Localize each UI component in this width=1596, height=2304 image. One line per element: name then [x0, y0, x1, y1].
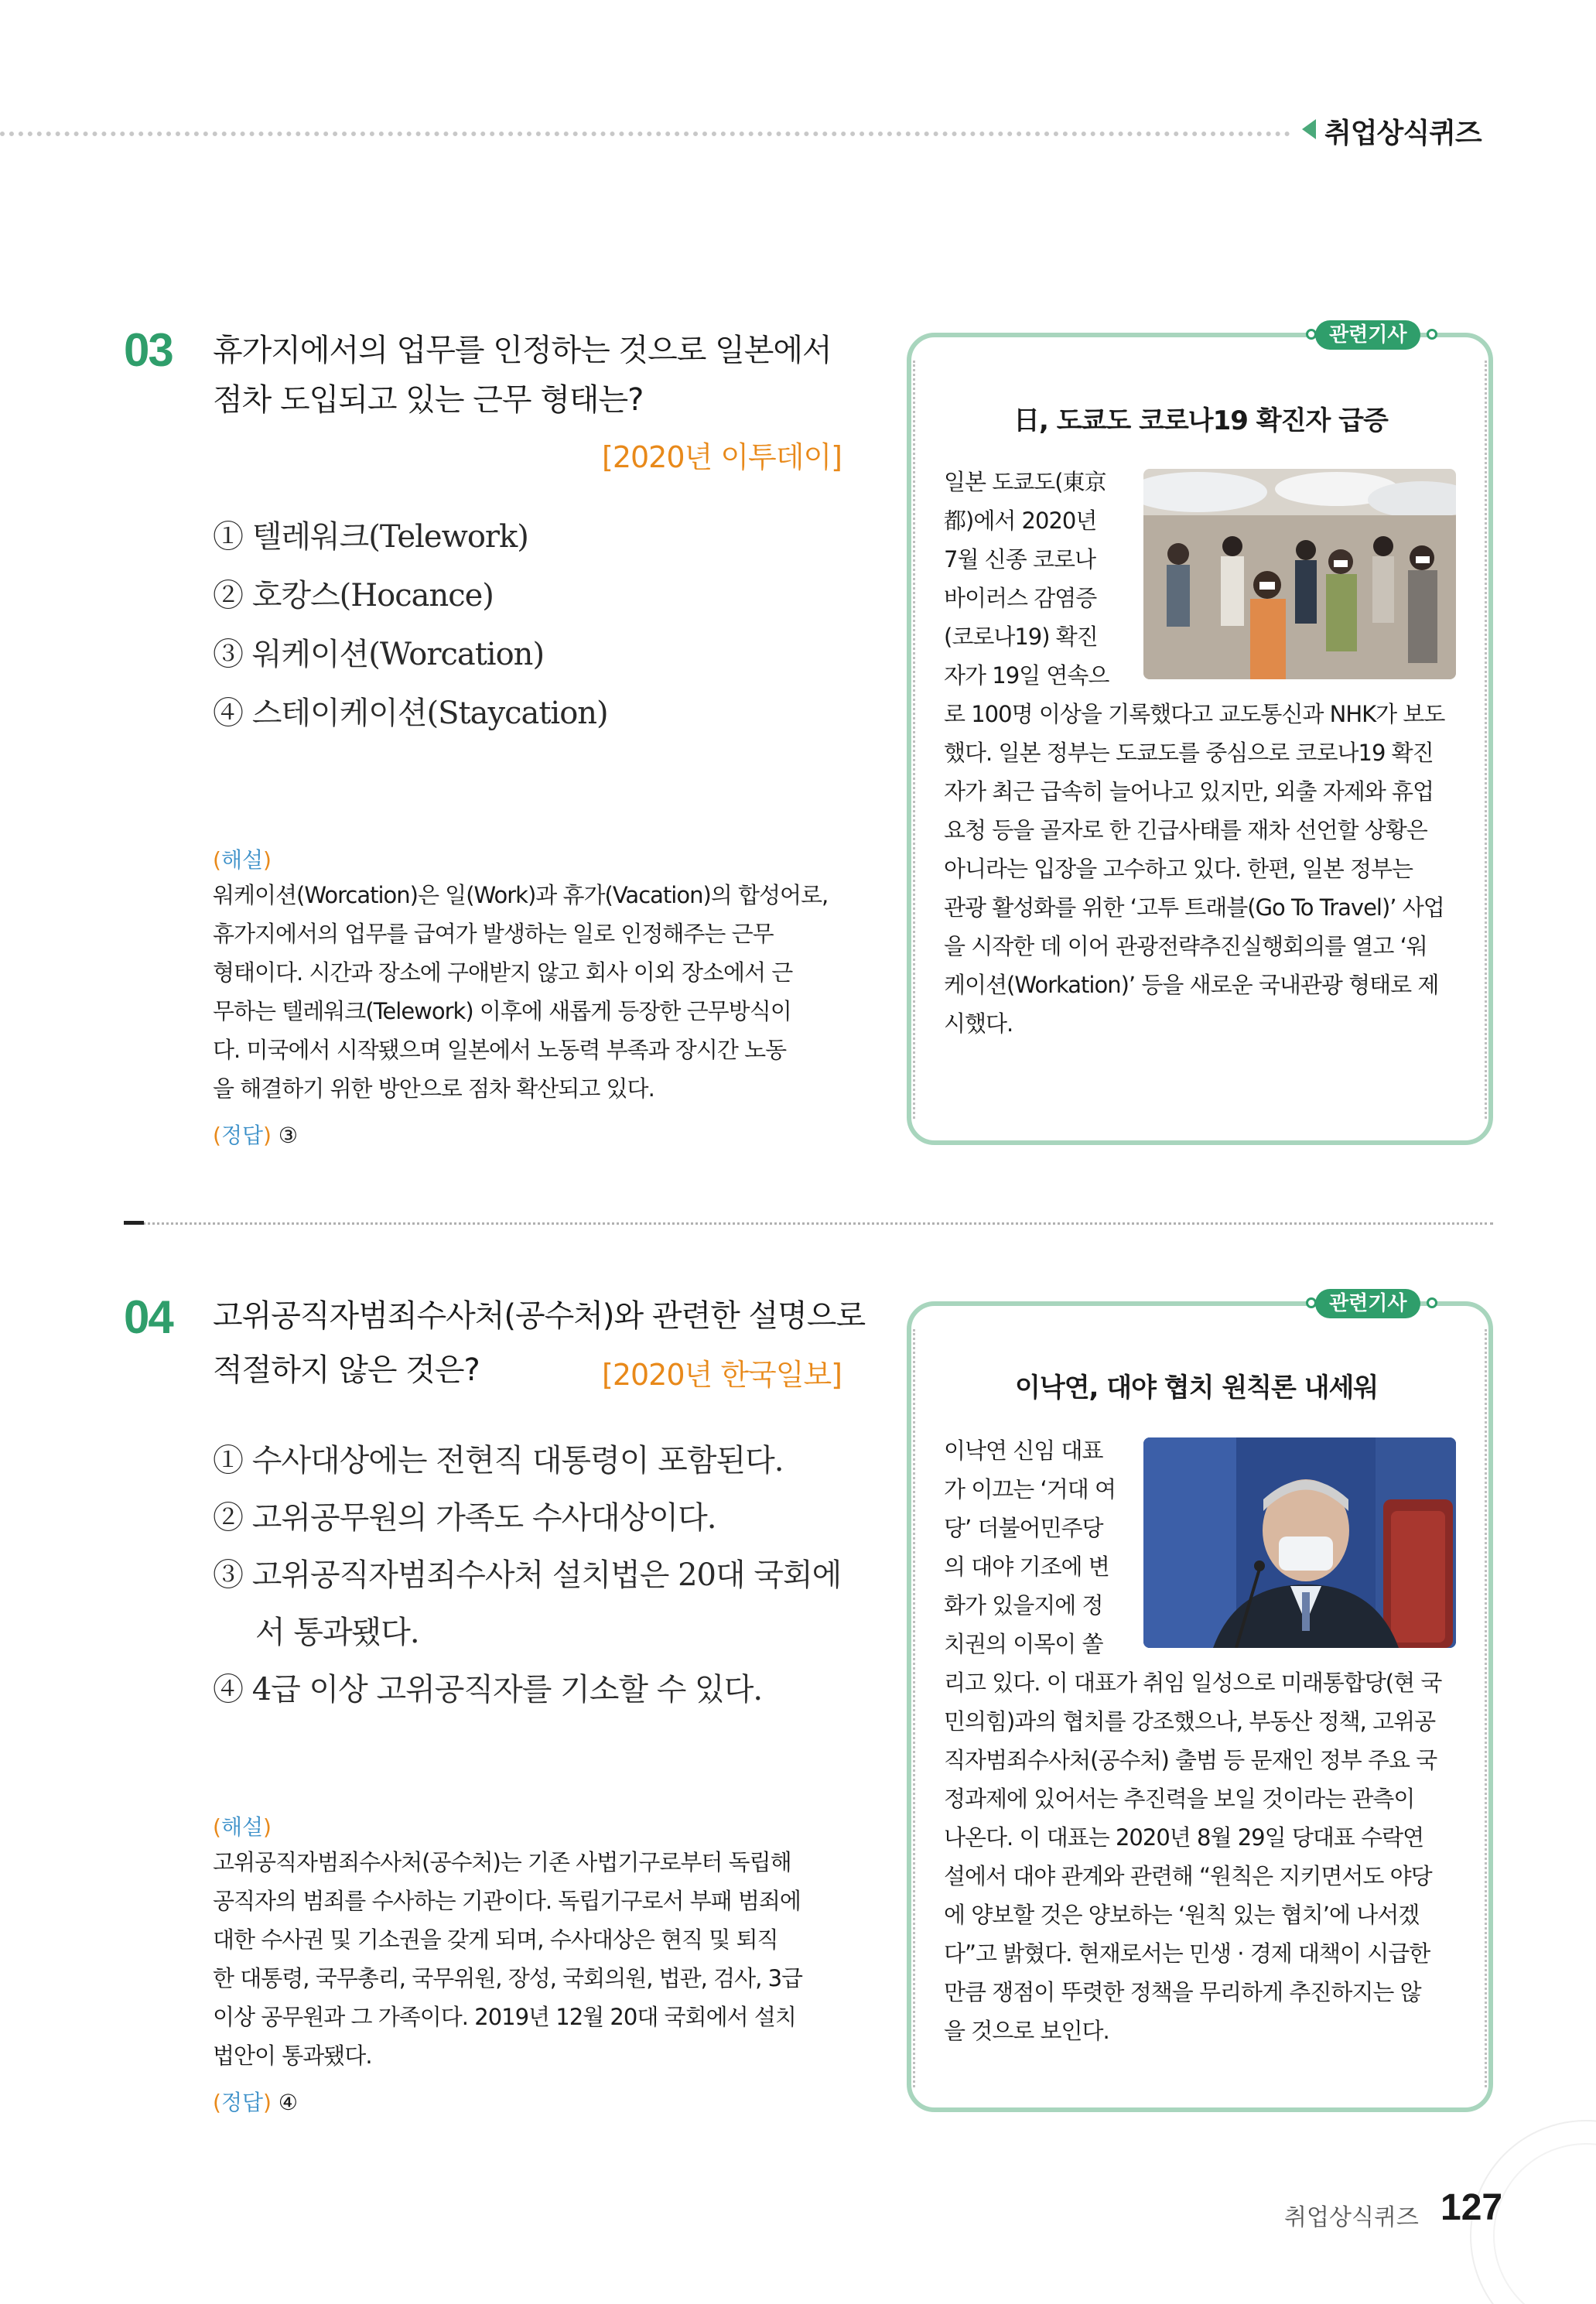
page-number: 127	[1441, 2187, 1503, 2228]
question-text-line2: 적절하지 않은 것은?	[213, 1352, 480, 1388]
header-dotted-line	[0, 132, 1290, 136]
explanation-text: 워케이션(Worcation)은 일(Work)과 휴가(Vacation)의 합성어로, 휴가지에서의 업무를 급여가 발생하는 일로 인정해주는 근무 형태이다. 시간과 장소에 구애받지 않고 회사 이외 장소에서 근 무하는 텔레워크(Telework) 이후에 새롭게 등장한 근무방식이 다. 미국에서 시작됐으며 일본에서 노동력 부족과 장시간 노동 을 해결하기 위한 방안으로 점차 확산되고 있다.	[213, 882, 829, 1102]
question-text-line1: 고위공직자범죄수사처(공수처)와 관련한 설명으로	[213, 1298, 866, 1334]
answer-value: ③	[278, 1123, 298, 1148]
choice-3-cont: 서 통과됐다.	[255, 1615, 419, 1650]
crowd-photo-icon	[1143, 469, 1456, 679]
article-body-text: 로 100명 이상을 기록했다고 교도통신과 NHK가 보도 했다. 일본 정부는 도쿄도를 중심으로 코로나19 확진 자가 최근 급속히 늘어나고 있지만, 외출 자제와 휴업 요청 등을 골자로 한 긴급사태를 재차 선언할 상황은 아니라는 입장을 고수하고 있다. 한편, 일본 정부는 관광 활성화를 위한 ‘고투 트래블(Go To Travel)’ 사업 을 시작한 데 이어 관광전략추진실행회의를 열고 ‘워 케이션(Workation)’ 등을 새로운 국내관광 형태로 제 시했다.	[944, 701, 1445, 1037]
question-number: 03	[124, 324, 173, 376]
choice-4: ④ 스테이케이션(Staycation)	[213, 696, 608, 731]
explanation-label: (해설)	[213, 1814, 272, 1840]
question-source: [2020년 이투데이]	[602, 440, 842, 474]
article-title: 日, 도쿄도 코로나19 확진자 급증	[1013, 405, 1388, 436]
answer-label: (정답) ③	[213, 1123, 298, 1148]
choice-2: ② 고위공무원의 가족도 수사대상이다.	[213, 1500, 716, 1536]
explanation-label: (해설)	[213, 847, 272, 873]
choice-3: ③ 고위공직자범죄수사처 설치법은 20대 국회에	[213, 1557, 842, 1593]
article-title: 이낙연, 대야 협치 원칙론 내세워	[1015, 1372, 1379, 1403]
article-side-text: 일본 도쿄도(東京 都)에서 2020년 7월 신종 코로나 바이러스 감염증 (코로나19) 확진 자가 19일 연속으	[944, 469, 1109, 689]
choice-3: ③ 워케이션(Worcation)	[213, 637, 545, 672]
footer-label: 취업상식퀴즈	[1284, 2204, 1419, 2231]
choice-2: ② 호캉스(Hocance)	[213, 578, 494, 614]
question-text-line1: 휴가지에서의 업무를 인정하는 것으로 일본에서	[213, 333, 832, 368]
question-number: 04	[124, 1291, 173, 1343]
choice-1: ① 수사대상에는 전현직 대통령이 포함된다.	[213, 1443, 784, 1478]
header-title: 취업상식퀴즈	[1324, 118, 1482, 149]
related-article-badge: 관련기사	[1315, 320, 1420, 350]
speaker-photo-icon	[1143, 1437, 1456, 1648]
article-side-text: 이낙연 신임 대표 가 이끄는 ‘거대 여 당’ 더불어민주당 의 대야 기조에 변 화가 있을지에 정 치권의 이목이 쏠	[944, 1437, 1116, 1657]
section-divider	[124, 1222, 1493, 1225]
article-body-text: 리고 있다. 이 대표가 취임 일성으로 미래통합당(현 국 민의힘)과의 협치를 강조했으나, 부동산 정책, 고위공 직자범죄수사처(공수처) 출범 등 문재인 정부 주요 국 정과제에 있어서는 추진력을 보일 것이라는 관측이 나온다. 이 대표는 2020년 8월 29일 당대표 수락연 설에서 대야 관계와 관련해 “원칙은 지키면서도 야당 에 양보할 것은 양보하는 ‘원칙 있는 협치’에 나서겠 다”고 밝혔다. 현재로서는 민생 · 경제 대책이 시급한 만큼 쟁점이 뚜렷한 정책을 무리하게 추진하지는 않 을 것으로 보인다.	[944, 1670, 1442, 2044]
question-text-line2: 점차 도입되고 있는 근무 형태는?	[213, 382, 644, 418]
related-article-badge: 관련기사	[1315, 1289, 1420, 1318]
question-source: [2020년 한국일보]	[602, 1358, 842, 1392]
explanation-text: 고위공직자범죄수사처(공수처)는 기존 사법기구로부터 독립해 공직자의 범죄를 수사하는 기관이다. 독립기구로서 부패 범죄에 대한 수사권 및 기소권을 갖게 되며, 수사대상은 현직 및 퇴직 한 대통령, 국무총리, 국무위원, 장성, 국회의원, 법관, 검사, 3급 이상 공무원과 그 가족이다. 2019년 12월 20대 국회에서 설치 법안이 통과됐다.	[213, 1849, 803, 2069]
choice-1: ① 텔레워크(Telework)	[213, 519, 528, 555]
choice-4: ④ 4급 이상 고위공직자를 기소할 수 있다.	[213, 1672, 763, 1707]
answer-value: ④	[278, 2090, 298, 2115]
header-arrow-icon	[1302, 119, 1316, 139]
answer-label: (정답) ④	[213, 2090, 298, 2115]
